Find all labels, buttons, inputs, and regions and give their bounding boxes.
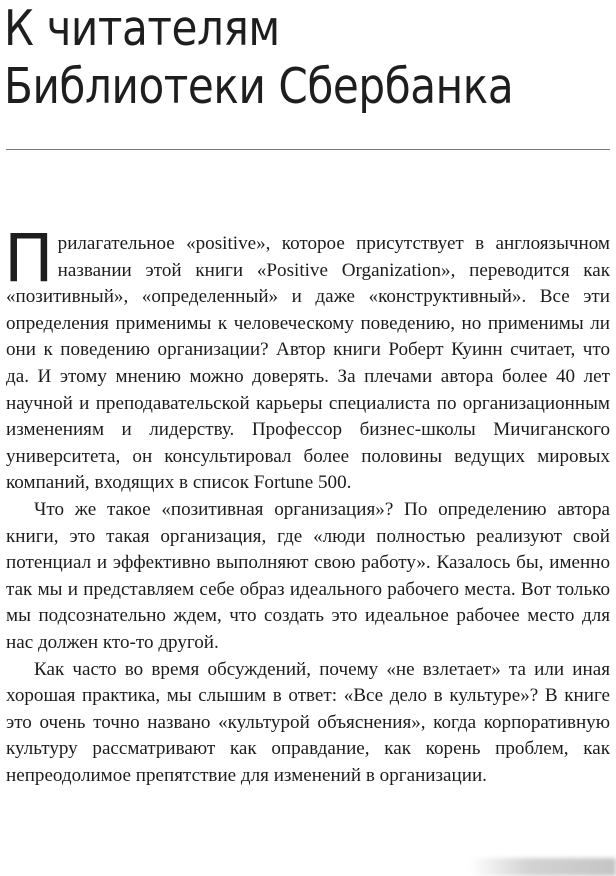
paragraph-3: Как часто во время обсуждений, почему «не взлетает» та или иная хорошая практика, мы слышим в ответ: «Все дело в культуре»? В книге это очень точно названо «культурой объяснения», когда корпоративную культуру рассматривают как оправдание, как корень проблем, как непреодолимое препятствие для изменений в организации.	[6, 658, 610, 786]
paragraph-1-text: рилагательное «positive», которое присутствует в англоязычном названии этой книги «Positive Organization», переводится как «позитивный», «определенный» и даже «конструктивный». Все эти определения применимы к человеческому поведению, но применимы ли они к поведению организации? Автор книги Роберт Куинн считает, что да. И этому мнению можно доверять. За плечами автора более 40 лет научной и преподавательской карьеры специалиста по организационным изменениям и лидерству. Профессор бизнес-школы Мичиганского университета, он консультировал более половины ведущих мировых компаний, входящих в список Fortune 500.	[6, 233, 610, 494]
paragraph-2: Что же такое «позитивная организация»? По определению автора книги, это такая организация, где «люди полностью реализуют свой потенциал и эффективно выполняют свою работу». Казалось бы, именно так мы и представляем себе образ идеального рабочего места. Вот только мы подсознательно ждем, что создать это идеальное рабочее место для нас должен кто-то другой.	[6, 498, 610, 653]
blurred-footer	[470, 858, 616, 876]
drop-cap: П	[4, 220, 54, 297]
title-line-2: Библиотеки Сбербанка	[4, 58, 514, 115]
body-text	[4, 220, 610, 789]
paragraph-1	[4, 220, 610, 497]
page-title	[4, 0, 513, 116]
title-line-1: К читателям	[4, 0, 280, 57]
title-divider	[6, 149, 610, 150]
